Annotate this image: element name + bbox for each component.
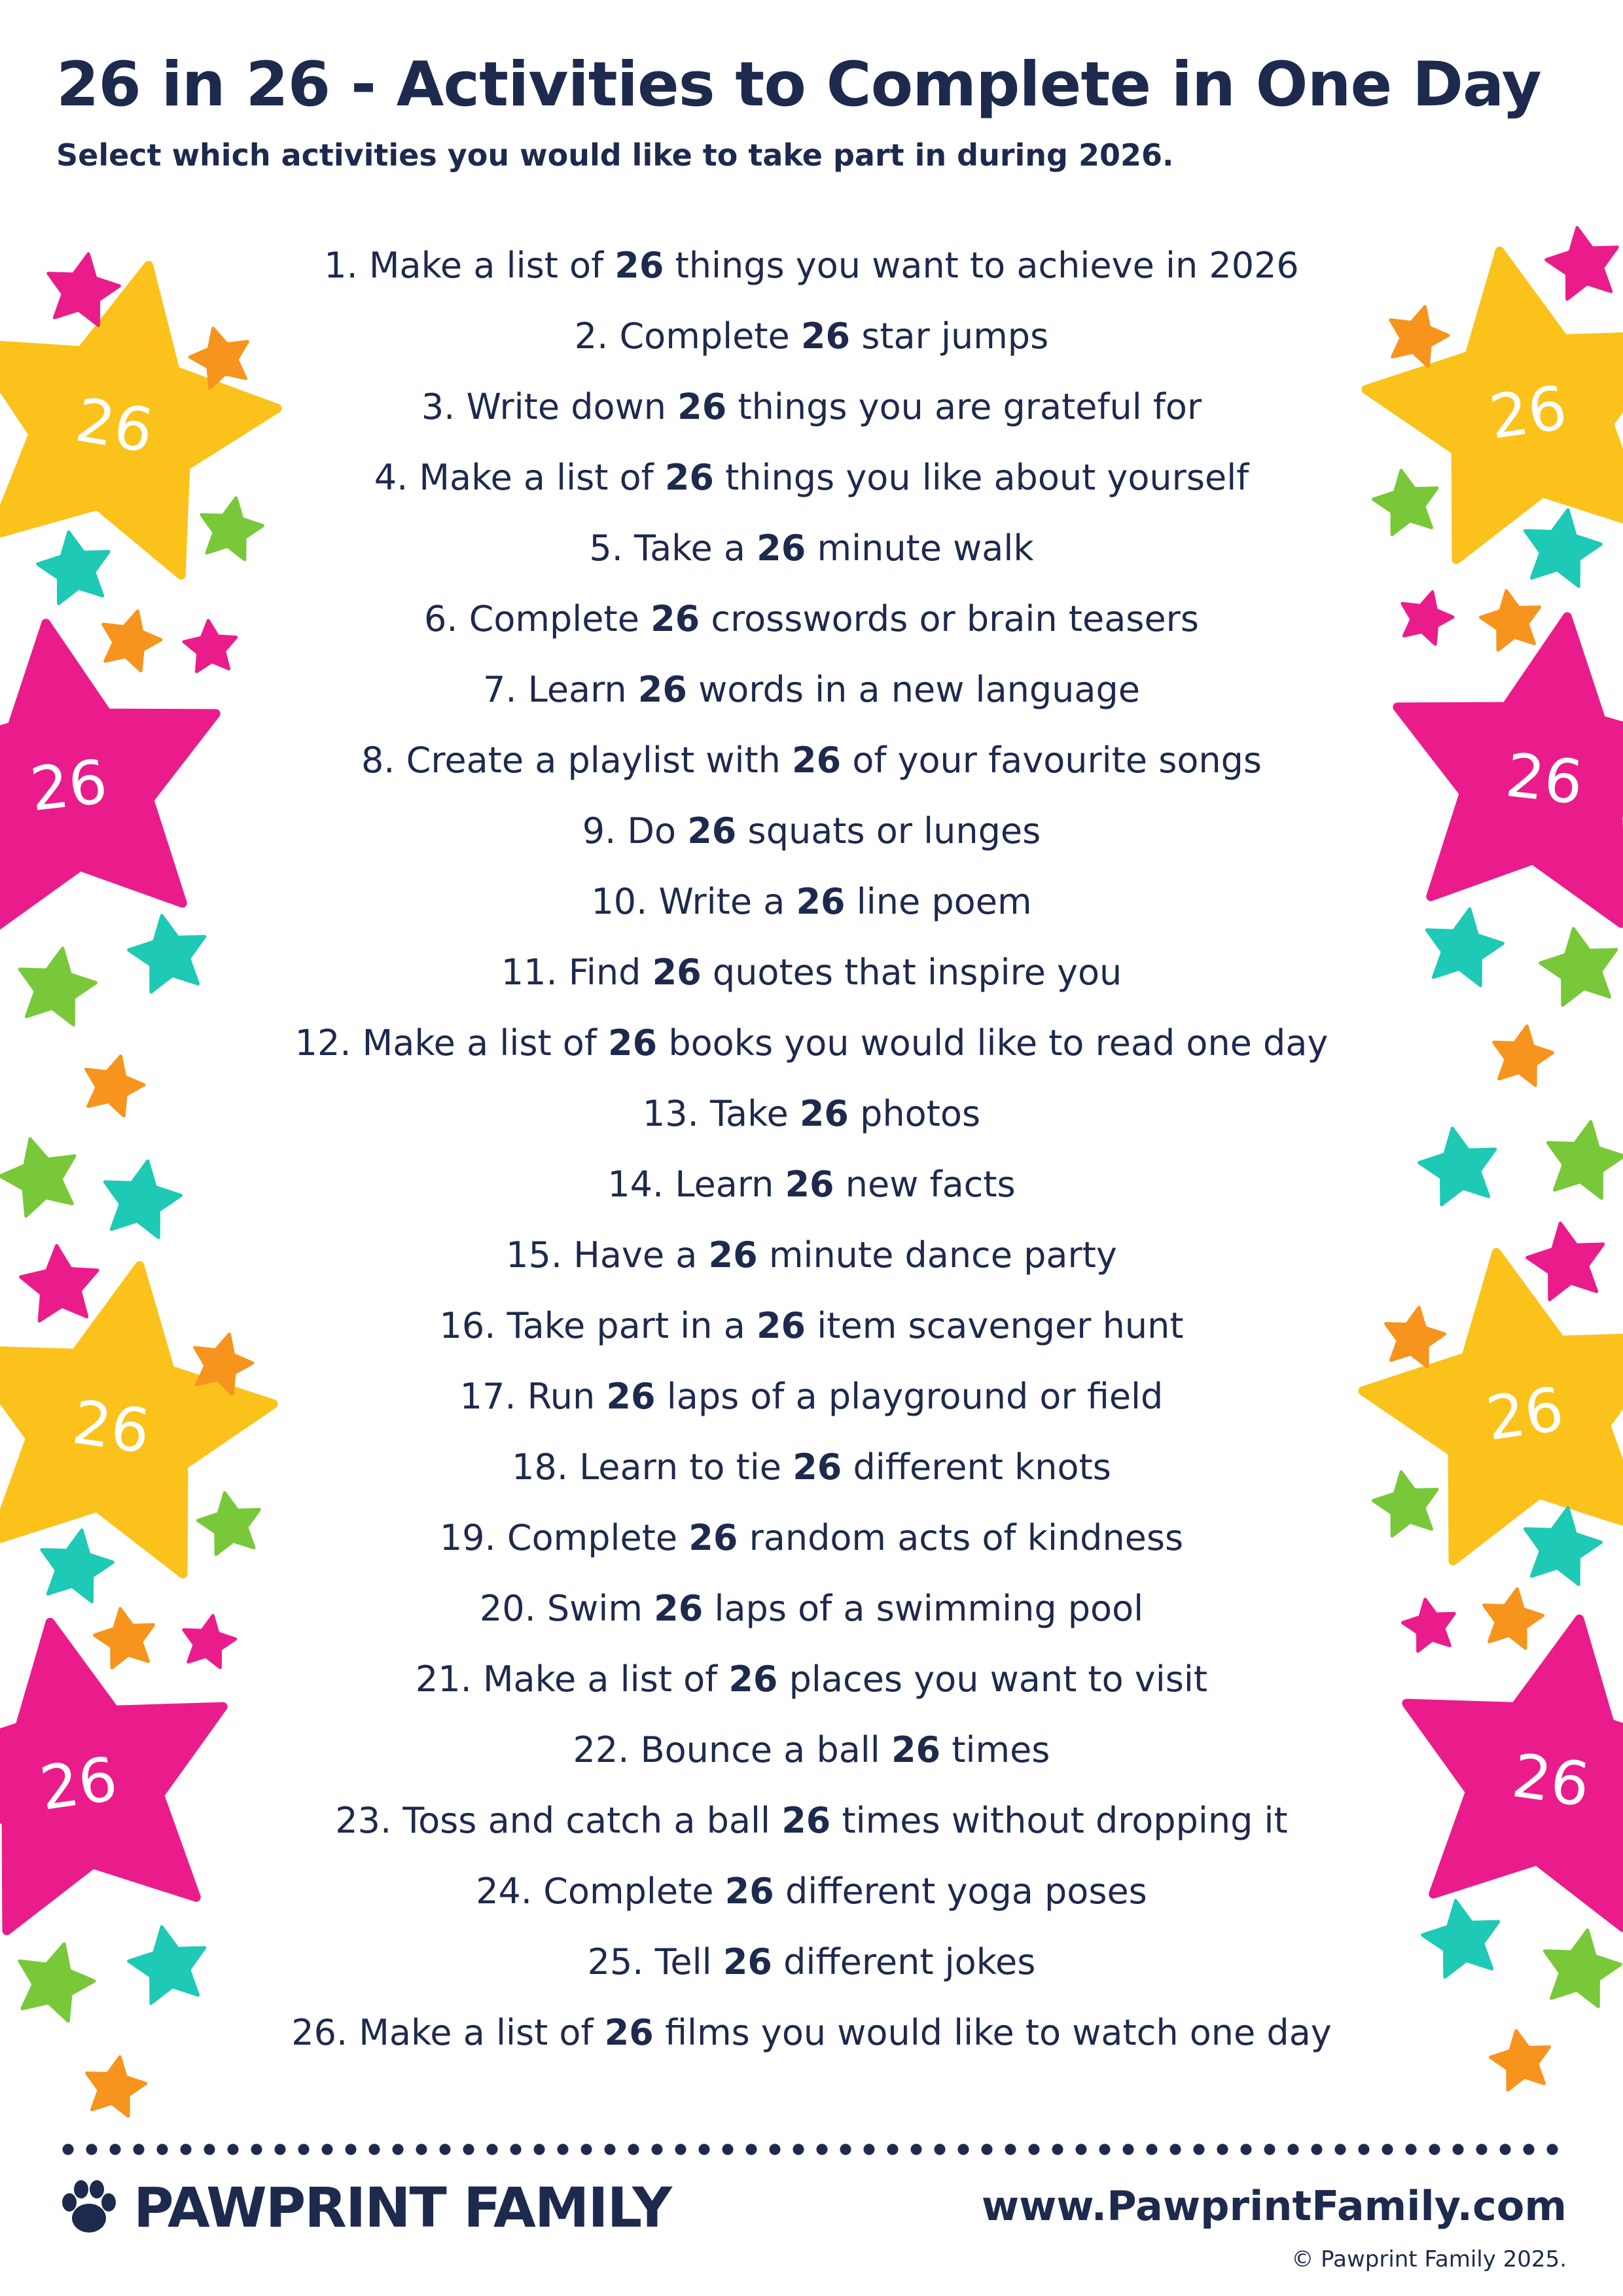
small-star-icon <box>1525 510 1601 586</box>
activity-text: films you would like to watch one day <box>653 2012 1332 2053</box>
activity-text: 1. Make a list of <box>324 245 615 286</box>
activity-text: random acts of kindness <box>738 1517 1184 1558</box>
activity-item <box>249 1079 1374 1149</box>
activity-number: 26 <box>654 1588 704 1629</box>
paw-icon <box>56 2175 122 2240</box>
small-star-icon <box>1419 1128 1495 1205</box>
activity-text: places you want to visit <box>777 1659 1208 1700</box>
small-star-icon <box>1484 1589 1543 1648</box>
activity-text: 18. Learn to tie <box>512 1446 793 1488</box>
star-label: 26 <box>1482 1374 1568 1454</box>
activity-text: books you would like to read one day <box>657 1022 1329 1064</box>
activity-item <box>249 1785 1374 1856</box>
small-star-icon <box>1374 471 1437 535</box>
small-star-icon <box>129 1927 205 2003</box>
activity-number: 26 <box>785 1164 834 1205</box>
activity-list <box>249 230 1374 2068</box>
activity-text: 26. Make a list of <box>291 2012 605 2053</box>
activity-number: 26 <box>688 1517 738 1558</box>
activity-item <box>249 1715 1374 1785</box>
activity-item <box>249 1573 1374 1644</box>
activity-text: 9. Do <box>582 810 688 852</box>
activity-item <box>249 1220 1374 1291</box>
small-star-icon <box>1544 1930 1620 2007</box>
activity-item <box>249 1503 1374 1573</box>
activity-text: 22. Bounce a ball <box>573 1729 891 1770</box>
activity-text: 24. Complete <box>476 1871 725 1912</box>
activity-text: squats or lunges <box>736 810 1041 852</box>
activity-item <box>249 301 1374 372</box>
pawprint-family-logo <box>56 2172 671 2244</box>
dotted-divider <box>56 2142 1567 2157</box>
activity-number: 26 <box>687 810 737 852</box>
small-star-icon <box>20 948 96 1025</box>
star-label: 26 <box>1485 372 1571 453</box>
star-label: 26 <box>26 746 111 825</box>
small-star-icon <box>1494 1026 1553 1085</box>
activity-number: 26 <box>664 457 714 498</box>
activity-text: 6. Complete <box>423 598 651 639</box>
activity-number: 26 <box>677 386 727 427</box>
activity-text: times without dropping it <box>830 1800 1288 1841</box>
activity-text: 14. Learn <box>607 1164 785 1205</box>
activity-text: 11. Find <box>501 952 652 993</box>
activity-item <box>249 725 1374 796</box>
activity-number: 26 <box>651 598 700 639</box>
activity-item <box>249 937 1374 1008</box>
activity-number: 26 <box>724 1871 774 1912</box>
activity-text: 15. Have a <box>506 1234 709 1276</box>
activity-number: 26 <box>615 245 664 286</box>
activity-item <box>249 655 1374 725</box>
activity-text: 4. Make a list of <box>374 457 665 498</box>
activity-text: words in a new language <box>687 669 1140 710</box>
small-star-icon <box>95 1609 154 1668</box>
star-label: 26 <box>68 1387 154 1467</box>
activity-text: 25. Tell <box>587 1941 723 1982</box>
small-star-icon <box>0 1139 75 1216</box>
activity-text: 16. Take part in a <box>439 1305 757 1346</box>
small-star-icon <box>1374 1472 1437 1536</box>
star-label: 26 <box>35 1744 122 1824</box>
activity-text: different jokes <box>772 1941 1036 1982</box>
activity-number: 26 <box>891 1729 941 1770</box>
activity-text: 2. Complete <box>574 315 801 357</box>
activity-text: 21. Make a list of <box>415 1659 729 1700</box>
star-label: 26 <box>71 384 158 467</box>
logo-text: PAWPRINT FAMILY <box>134 2176 671 2240</box>
small-star-icon <box>1402 1600 1454 1651</box>
activity-text: things you like about yourself <box>713 457 1249 498</box>
star-label: 26 <box>1502 740 1587 819</box>
activity-text: different knots <box>842 1446 1111 1488</box>
activity-number: 26 <box>637 669 687 710</box>
activity-number: 26 <box>606 1376 656 1417</box>
activity-text: 19. Complete <box>439 1517 689 1558</box>
activity-number: 26 <box>604 2012 654 2053</box>
small-star-icon <box>1423 1901 1499 1977</box>
activity-number: 26 <box>722 1941 772 1982</box>
activity-item <box>249 1998 1374 2068</box>
activity-item <box>249 372 1374 442</box>
activity-text: minute dance party <box>757 1234 1117 1276</box>
activity-text: 8. Create a playlist with <box>361 740 793 781</box>
activity-text: different yoga poses <box>774 1871 1147 1912</box>
activity-item <box>249 1644 1374 1715</box>
activity-item <box>249 442 1374 513</box>
activity-text: times <box>940 1729 1050 1770</box>
activity-item <box>249 1856 1374 1927</box>
small-star-icon <box>87 2057 146 2116</box>
activity-text: 20. Swim <box>479 1588 654 1629</box>
activity-text: 12. Make a list of <box>294 1022 609 1064</box>
activity-text: quotes that inspire you <box>701 952 1122 993</box>
small-star-icon <box>1491 2031 1550 2090</box>
activity-item <box>249 1361 1374 1432</box>
activity-number: 26 <box>708 1234 758 1276</box>
activity-text: 10. Write a <box>591 881 796 922</box>
activity-number: 26 <box>800 315 851 357</box>
small-star-icon <box>184 1616 236 1668</box>
small-star-icon <box>1391 307 1448 367</box>
activity-item <box>249 796 1374 867</box>
small-star-icon <box>21 1246 98 1321</box>
activity-text: 3. Write down <box>421 386 678 427</box>
small-star-icon <box>1527 1223 1603 1300</box>
small-star-icon <box>129 916 205 992</box>
activity-number: 26 <box>793 1446 842 1488</box>
activity-text: line poem <box>845 881 1032 922</box>
activity-number: 26 <box>652 952 702 993</box>
activity-text: photos <box>849 1093 981 1134</box>
small-star-icon <box>38 532 109 603</box>
small-star-icon <box>1541 929 1616 1005</box>
activity-text: of your favourite songs <box>841 740 1262 781</box>
activity-number: 26 <box>799 1093 849 1134</box>
activity-number: 26 <box>608 1022 658 1064</box>
small-star-icon <box>1546 228 1618 299</box>
copyright-notice: © Pawprint Family 2025. <box>1291 2246 1567 2272</box>
page-subtitle: Select which activities you would like to take part in during 2026. <box>56 137 1174 173</box>
small-star-icon <box>20 1944 94 2021</box>
small-star-icon <box>1525 1508 1601 1585</box>
activity-item <box>249 867 1374 937</box>
activity-item <box>249 1008 1374 1079</box>
activity-text: 5. Take a <box>589 528 757 569</box>
small-star-icon <box>184 620 236 672</box>
activity-text: minute walk <box>806 528 1034 569</box>
activity-item <box>249 513 1374 584</box>
activity-text: star jumps <box>850 315 1049 357</box>
activity-text: item scavenger hunt <box>806 1305 1184 1346</box>
activity-text: 7. Learn <box>483 669 638 710</box>
activity-text: things you want to achieve in 2026 <box>664 245 1299 286</box>
activity-item <box>249 1432 1374 1503</box>
star-label: 26 <box>1508 1740 1594 1821</box>
activity-item <box>249 584 1374 655</box>
page-title: 26 in 26 - Activities to Complete in One Day <box>56 49 1541 120</box>
website-link[interactable]: www.PawprintFamily.com <box>981 2182 1567 2230</box>
small-star-icon <box>1481 591 1540 650</box>
activity-text: things you are grateful for <box>726 386 1202 427</box>
activity-item <box>249 230 1374 301</box>
activity-text: 23. Toss and catch a ball <box>335 1800 782 1841</box>
small-star-icon <box>86 1056 144 1116</box>
small-star-icon <box>1548 1122 1623 1198</box>
activity-text: crosswords or brain teasers <box>700 598 1199 639</box>
small-star-icon <box>42 1530 113 1602</box>
activity-number: 26 <box>756 1305 806 1346</box>
activity-item <box>249 1927 1374 1998</box>
small-star-icon <box>1427 909 1503 986</box>
small-star-icon <box>103 611 161 671</box>
activity-number: 26 <box>792 740 842 781</box>
activity-number: 26 <box>757 528 806 569</box>
small-star-icon <box>1402 592 1453 644</box>
activity-number: 26 <box>796 881 846 922</box>
activity-text: laps of a swimming pool <box>703 1588 1144 1629</box>
activity-text: 13. Take <box>642 1093 800 1134</box>
activity-item <box>249 1291 1374 1361</box>
activity-number: 26 <box>781 1800 831 1841</box>
activity-text: 17. Run <box>459 1376 607 1417</box>
activity-item <box>249 1149 1374 1220</box>
activity-number: 26 <box>728 1659 778 1700</box>
small-star-icon <box>1386 1308 1445 1367</box>
small-star-icon <box>105 1161 181 1238</box>
activity-text: laps of a playground or field <box>655 1376 1164 1417</box>
activity-text: new facts <box>834 1164 1016 1205</box>
